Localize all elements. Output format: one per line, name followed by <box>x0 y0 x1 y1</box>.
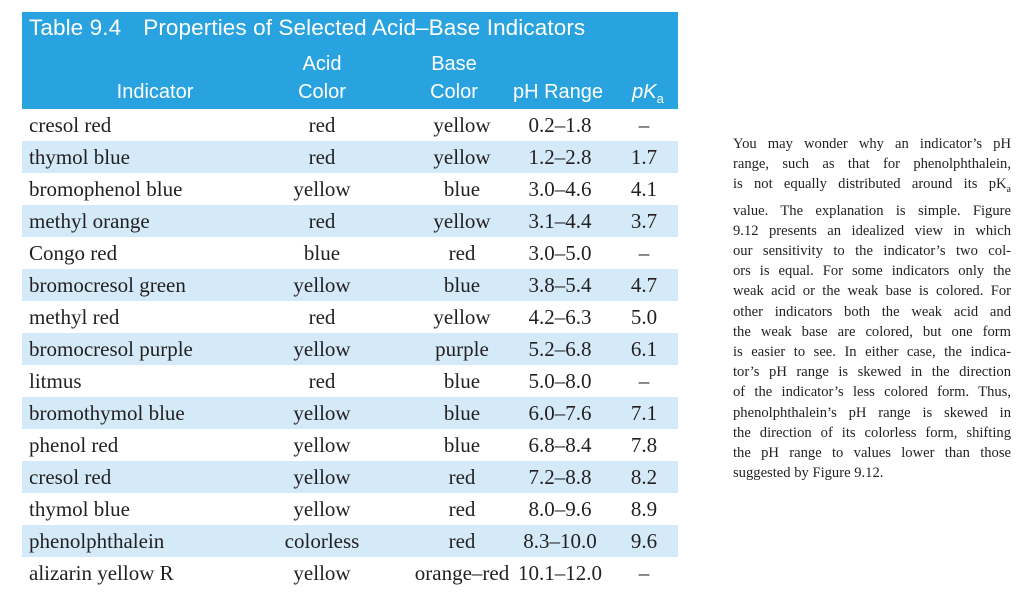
cell-pka: 4.7 <box>630 273 658 297</box>
header-acid-color <box>260 50 384 106</box>
cell-acid-color: yellow <box>293 433 351 457</box>
cell-acid-color: red <box>308 113 336 137</box>
cell-ph-range: 3.1–4.4 <box>528 209 592 233</box>
header-pka-main: pK <box>632 81 657 103</box>
cell-acid-color: red <box>308 305 336 329</box>
sidebar-pka-sub: a <box>1006 184 1011 196</box>
header-ph-range: pH Range <box>512 81 604 103</box>
cell-base-color: yellow <box>433 113 491 137</box>
cell-base-color: orange–red <box>414 561 510 585</box>
sidebar-line-text: suggested by Figure 9.12. <box>733 465 884 482</box>
cell-base-color: purple <box>435 337 489 361</box>
sidebar-line <box>733 382 1011 402</box>
cell-indicator: phenolphthalein <box>29 529 165 553</box>
cell-ph-range: 8.3–10.0 <box>523 529 597 553</box>
cell-acid-color: yellow <box>293 561 351 585</box>
table-row <box>22 173 678 205</box>
header-acid-line1: Acid <box>302 53 342 75</box>
header-pka <box>620 78 676 108</box>
cell-pka: 5.0 <box>630 305 658 329</box>
cell-acid-color: blue <box>303 241 341 265</box>
table-row <box>22 493 678 525</box>
cell-base-color: red <box>448 465 476 489</box>
table-row <box>22 365 678 397</box>
cell-acid-color: yellow <box>293 465 351 489</box>
header-pka-sub: a <box>656 91 664 106</box>
cell-base-color: yellow <box>433 305 491 329</box>
cell-base-color: yellow <box>433 145 491 169</box>
cell-ph-range: 6.0–7.6 <box>528 401 592 425</box>
cell-ph-range: 3.0–5.0 <box>528 241 592 265</box>
table-row <box>22 109 678 141</box>
sidebar-line <box>733 201 1011 221</box>
sidebar-line-text: phenolphthalein’s pH range is skewed in <box>733 404 1011 421</box>
sidebar-line <box>733 281 1011 301</box>
sidebar-line <box>733 261 1011 281</box>
sidebar-line <box>733 154 1011 174</box>
cell-ph-range: 10.1–12.0 <box>518 561 602 585</box>
cell-pka: 8.9 <box>630 497 658 521</box>
sidebar-line-text: other indicators both the weak acid and <box>733 303 1011 320</box>
table-body <box>22 109 678 589</box>
cell-base-color: blue <box>443 177 481 201</box>
cell-ph-range: 6.8–8.4 <box>528 433 592 457</box>
sidebar-line <box>733 174 1011 200</box>
cell-pka: 1.7 <box>630 145 658 169</box>
cell-acid-color: yellow <box>293 497 351 521</box>
cell-indicator: alizarin yellow R <box>29 561 174 585</box>
cell-acid-color: yellow <box>293 337 351 361</box>
cell-indicator: bromophenol blue <box>29 177 183 201</box>
cell-pka: 7.1 <box>630 401 658 425</box>
table-row <box>22 429 678 461</box>
cell-pka: – <box>638 369 650 393</box>
cell-indicator: thymol blue <box>29 497 130 521</box>
sidebar-line <box>733 134 1011 154</box>
table-row <box>22 269 678 301</box>
table-row <box>22 141 678 173</box>
header-indicator: Indicator <box>116 81 194 103</box>
table-row <box>22 333 678 365</box>
sidebar-line-text: tor’s pH range is skewed in the direction <box>733 364 1011 381</box>
sidebar-line <box>733 322 1011 342</box>
cell-ph-range: 1.2–2.8 <box>528 145 592 169</box>
cell-indicator: methyl red <box>29 305 120 329</box>
sidebar-line-text: range, such as that for phenolphthalein, <box>733 156 1011 173</box>
cell-indicator: bromocresol green <box>29 273 186 297</box>
cell-base-color: blue <box>443 369 481 393</box>
table-row <box>22 525 678 557</box>
sidebar-line-text: is easier to see. In either case, the indica- <box>733 343 1011 360</box>
cell-ph-range: 5.0–8.0 <box>528 369 592 393</box>
table-row <box>22 237 678 269</box>
cell-pka: – <box>638 561 650 585</box>
cell-acid-color: red <box>308 145 336 169</box>
cell-acid-color: yellow <box>293 177 351 201</box>
cell-base-color: red <box>448 529 476 553</box>
cell-pka: 9.6 <box>630 529 658 553</box>
cell-ph-range: 4.2–6.3 <box>528 305 592 329</box>
sidebar-line-text: the pH range to values lower than those <box>733 444 1011 461</box>
cell-indicator: litmus <box>29 369 82 393</box>
sidebar-line-text: 9.12 presents an idealized view in which <box>733 222 1011 239</box>
cell-ph-range: 3.8–5.4 <box>528 273 592 297</box>
sidebar-line <box>733 241 1011 261</box>
sidebar-line <box>733 342 1011 362</box>
table-row <box>22 205 678 237</box>
cell-acid-color: yellow <box>293 401 351 425</box>
indicator-table <box>22 12 678 589</box>
cell-indicator: cresol red <box>29 465 112 489</box>
sidebar-line-text: our sensitivity to the indicator’s two col- <box>733 242 1011 259</box>
cell-acid-color: colorless <box>284 529 360 553</box>
cell-base-color: red <box>448 497 476 521</box>
table-title: Properties of Selected Acid–Base Indicators <box>143 15 586 40</box>
cell-indicator: phenol red <box>29 433 119 457</box>
sidebar-line <box>733 302 1011 322</box>
cell-pka: 6.1 <box>630 337 658 361</box>
header-base-line1: Base <box>431 53 477 75</box>
sidebar-line-text: ors is equal. For some indicators only the <box>733 263 1011 280</box>
sidebar-line-text: the direction of its colorless form, shifting <box>733 424 1011 441</box>
cell-ph-range: 8.0–9.6 <box>528 497 592 521</box>
cell-acid-color: red <box>308 369 336 393</box>
sidebar-line <box>733 362 1011 382</box>
cell-base-color: yellow <box>433 209 491 233</box>
sidebar-line-text: of the indicator’s less colored form. Thus, <box>733 384 1011 401</box>
cell-indicator: bromothymol blue <box>29 401 185 425</box>
sidebar-line <box>733 463 1011 483</box>
cell-base-color: blue <box>443 273 481 297</box>
table-header <box>22 12 678 109</box>
header-base-color <box>394 50 514 106</box>
sidebar-line <box>733 443 1011 463</box>
cell-indicator: thymol blue <box>29 145 130 169</box>
sidebar-line <box>733 423 1011 443</box>
cell-acid-color: yellow <box>293 273 351 297</box>
table-caption <box>29 15 585 41</box>
cell-ph-range: 7.2–8.8 <box>528 465 592 489</box>
header-acid-line2: Color <box>298 81 346 103</box>
cell-acid-color: red <box>308 209 336 233</box>
table-number: Table 9.4 <box>29 15 122 40</box>
sidebar-line-text: the weak base are colored, but one form <box>733 323 1011 340</box>
table-row <box>22 461 678 493</box>
cell-pka: – <box>638 241 650 265</box>
sidebar-line <box>733 221 1011 241</box>
cell-indicator: Congo red <box>29 241 118 265</box>
cell-indicator: bromocresol purple <box>29 337 193 361</box>
sidebar-line-text: weak acid or the weak base is colored. For <box>733 283 1011 300</box>
cell-ph-range: 3.0–4.6 <box>528 177 592 201</box>
cell-base-color: blue <box>443 433 481 457</box>
cell-pka: – <box>638 113 650 137</box>
sidebar-line-text: value. The explanation is simple. Figure <box>733 202 1011 219</box>
sidebar-line-text: is not equally distributed around its pK <box>733 176 1007 193</box>
sidebar-line-text: You may wonder why an indicator’s pH <box>733 136 1011 152</box>
cell-pka: 4.1 <box>630 177 658 201</box>
table-row <box>22 301 678 333</box>
header-base-line2: Color <box>430 81 478 103</box>
cell-ph-range: 0.2–1.8 <box>528 113 592 137</box>
table-row <box>22 557 678 589</box>
cell-pka: 7.8 <box>630 433 658 457</box>
cell-base-color: blue <box>443 401 481 425</box>
sidebar-note <box>733 134 1011 483</box>
cell-ph-range: 5.2–6.8 <box>528 337 592 361</box>
cell-indicator: methyl orange <box>29 209 150 233</box>
cell-pka: 3.7 <box>630 209 658 233</box>
cell-pka: 8.2 <box>630 465 658 489</box>
cell-base-color: red <box>448 241 476 265</box>
table-row <box>22 397 678 429</box>
sidebar-line <box>733 403 1011 423</box>
cell-indicator: cresol red <box>29 113 112 137</box>
